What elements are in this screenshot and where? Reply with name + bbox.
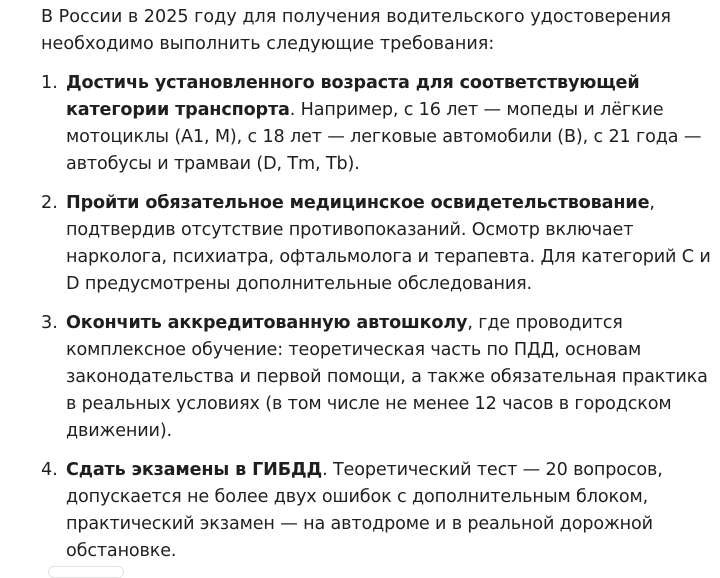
requirement-text [66,310,711,445]
requirement-item-1 [41,70,711,178]
requirement-number: 1. [41,73,58,93]
requirement-title: Окончить аккредитованную автошколу [66,313,468,333]
requirement-number: 3. [41,313,58,333]
action-button-stub[interactable] [48,566,124,578]
requirement-number: 2. [41,193,58,213]
requirement-item-4 [41,457,711,565]
requirement-title: Пройти обязательное медицинское освидетельствование [66,193,650,213]
requirement-number: 4. [41,460,58,480]
requirement-description: . Например, с 16 лет — мопеды и лёгкие мотоциклы (A1, M), с 18 лет — легковые автомобили (B), с 21 года — автобусы и трамваи (D, Tm, Tb). [66,100,702,174]
requirement-description: . Теоретический тест — 20 вопросов, допускается не более двух ошибок с дополнительным блоком, практический экзамен — на автодроме и в реальной дорожной обстановке. [66,460,663,561]
requirement-title: Достичь установленного возраста для соответствующей категории транспорта [66,73,640,120]
requirements-list [41,70,711,565]
requirement-description: , подтвердив отсутствие противопоказаний. Осмотр включает нарколога, психиатра, офтальмолога и терапевта. Для категорий C и D предусмотрены дополнительные обследования. [66,193,711,294]
requirement-item-2 [41,190,711,298]
requirement-text [66,457,711,565]
requirement-text [66,190,711,298]
intro-paragraph: В России в 2025 году для получения водительского удостоверения необходимо выполнить следующие требования: [41,7,672,54]
requirement-description: , где проводится комплексное обучение: теоретическая часть по ПДД, основам законодательства и первой помощи, а также обязательная практика в реальных условиях (в том числе не менее 12 часов в городском движении). [66,313,708,441]
requirement-text [66,70,711,178]
requirement-item-3 [41,310,711,445]
requirement-title: Сдать экзамены в ГИБДД [66,460,323,480]
answer-content [41,4,711,577]
